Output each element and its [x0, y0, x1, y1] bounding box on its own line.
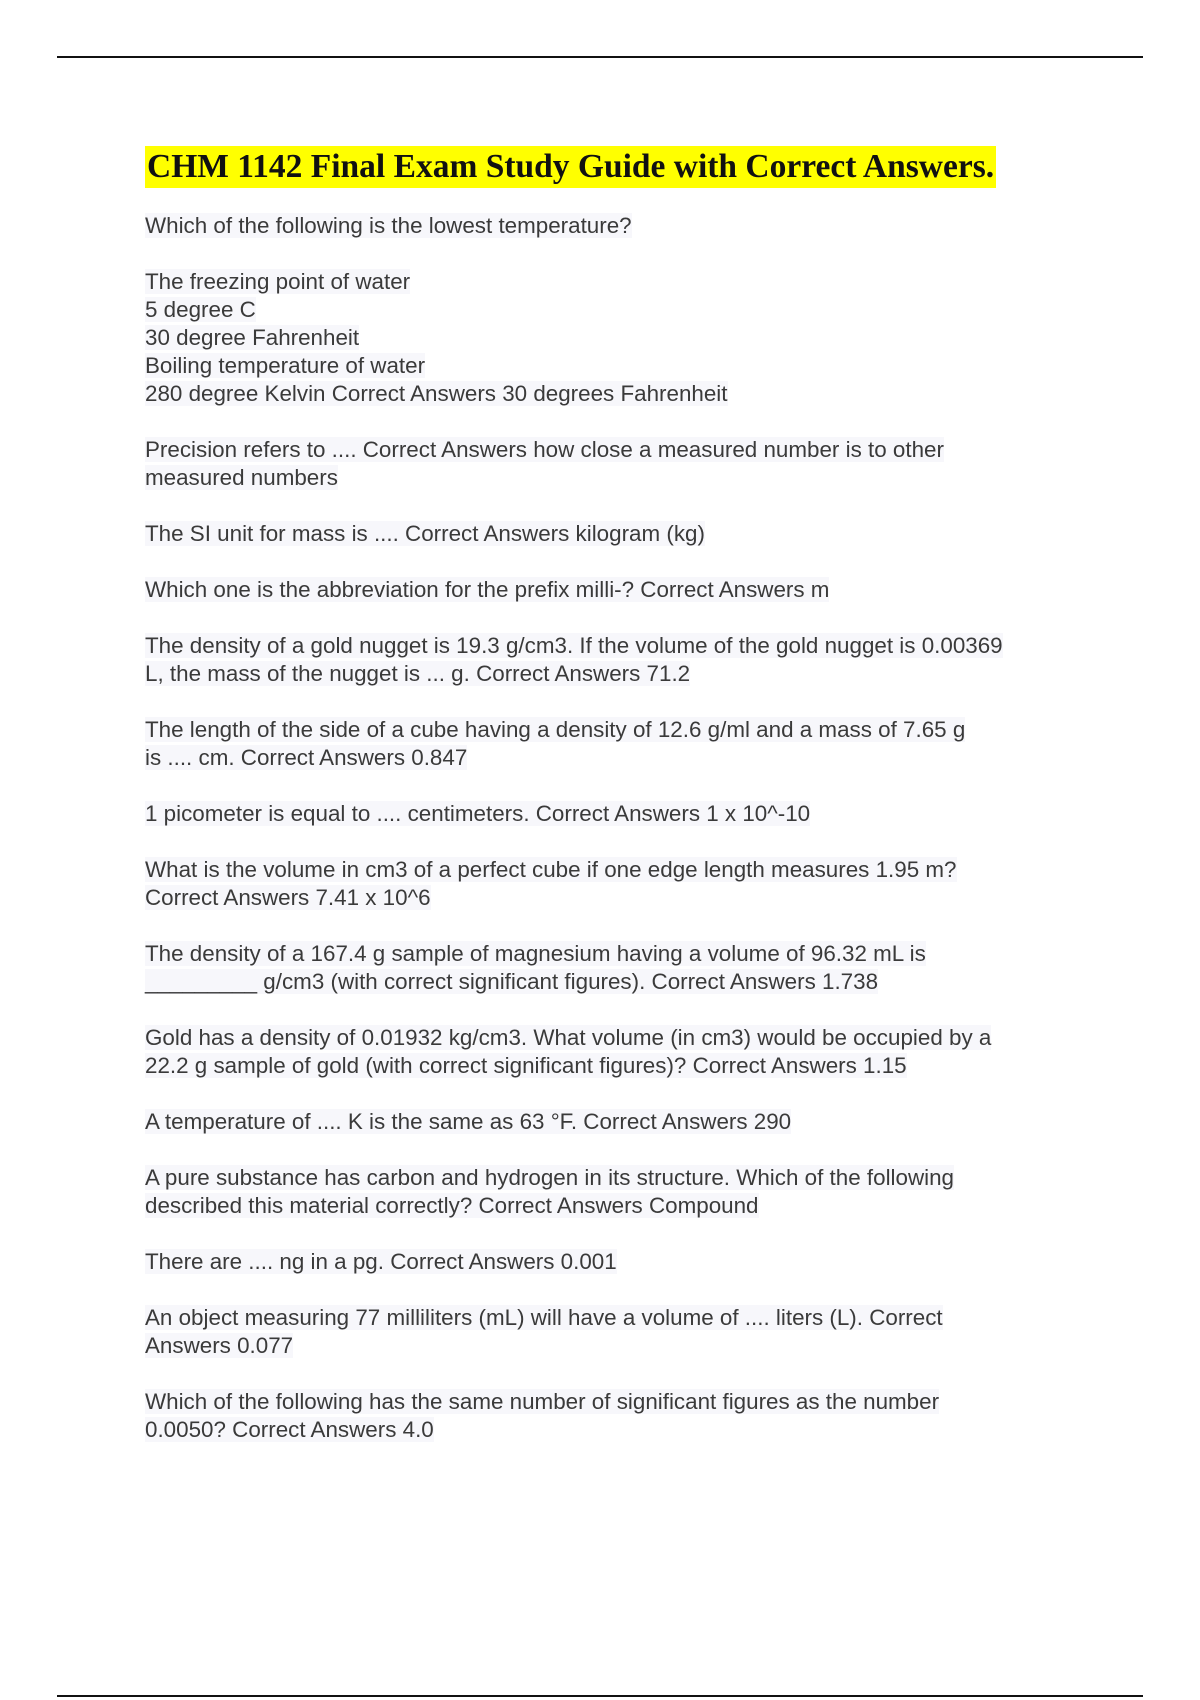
qa-line-text: Which of the following has the same number of significant figures as the number — [145, 1389, 940, 1414]
qa-line-text: 30 degree Fahrenheit — [145, 325, 360, 350]
qa-item — [145, 212, 1090, 240]
qa-list — [145, 212, 1090, 1444]
qa-line — [145, 884, 1090, 912]
document-body — [145, 146, 1090, 1472]
qa-line — [145, 268, 1090, 296]
qa-line — [145, 660, 1090, 688]
qa-line-text: _________ g/cm3 (with correct significant figures). Correct Answers 1.738 — [145, 969, 879, 994]
qa-line — [145, 800, 1090, 828]
qa-line — [145, 1108, 1090, 1136]
qa-line-text: Correct Answers 7.41 x 10^6 — [145, 885, 431, 910]
qa-line — [145, 324, 1090, 352]
qa-line-text: Which of the following is the lowest temperature? — [145, 213, 632, 238]
qa-line-text: 280 degree Kelvin Correct Answers 30 degrees Fahrenheit — [145, 381, 728, 406]
qa-line — [145, 968, 1090, 996]
qa-line — [145, 1192, 1090, 1220]
qa-line-text: The length of the side of a cube having a density of 12.6 g/ml and a mass of 7.65 g — [145, 717, 966, 742]
qa-line — [145, 1024, 1090, 1052]
qa-item — [145, 1248, 1090, 1276]
qa-line — [145, 464, 1090, 492]
document-title: CHM 1142 Final Exam Study Guide with Correct Answers. — [145, 146, 996, 188]
qa-line-text: 0.0050? Correct Answers 4.0 — [145, 1417, 434, 1442]
qa-line — [145, 1248, 1090, 1276]
qa-item — [145, 268, 1090, 408]
qa-line — [145, 520, 1090, 548]
qa-line-text: 22.2 g sample of gold (with correct significant figures)? Correct Answers 1.15 — [145, 1053, 907, 1078]
qa-line-text: measured numbers — [145, 465, 338, 490]
qa-line — [145, 744, 1090, 772]
qa-line — [145, 856, 1090, 884]
qa-line-text: The density of a gold nugget is 19.3 g/cm3. If the volume of the gold nugget is 0.00369 — [145, 633, 1003, 658]
bottom-rule — [57, 1695, 1143, 1697]
qa-line-text: The density of a 167.4 g sample of magnesium having a volume of 96.32 mL is — [145, 941, 926, 966]
top-rule — [57, 56, 1143, 58]
qa-item — [145, 1164, 1090, 1220]
qa-line-text: Precision refers to .... Correct Answers how close a measured number is to other — [145, 437, 944, 462]
qa-line-text: Boiling temperature of water — [145, 353, 426, 378]
qa-line — [145, 436, 1090, 464]
qa-line — [145, 1164, 1090, 1192]
qa-item — [145, 1388, 1090, 1444]
qa-line — [145, 632, 1090, 660]
qa-line — [145, 380, 1090, 408]
qa-item — [145, 1108, 1090, 1136]
qa-item — [145, 436, 1090, 492]
qa-line-text: An object measuring 77 milliliters (mL) will have a volume of .... liters (L). Correct — [145, 1305, 943, 1330]
qa-item — [145, 800, 1090, 828]
qa-line-text: 5 degree C — [145, 297, 256, 322]
qa-line-text: L, the mass of the nugget is ... g. Correct Answers 71.2 — [145, 661, 691, 686]
qa-item — [145, 520, 1090, 548]
qa-line — [145, 1304, 1090, 1332]
qa-line — [145, 1052, 1090, 1080]
qa-line — [145, 1416, 1090, 1444]
qa-line-text: What is the volume in cm3 of a perfect cube if one edge length measures 1.95 m? — [145, 857, 957, 882]
qa-line — [145, 352, 1090, 380]
qa-line-text: There are .... ng in a pg. Correct Answers 0.001 — [145, 1249, 617, 1274]
qa-line-text: Gold has a density of 0.01932 kg/cm3. What volume (in cm3) would be occupied by a — [145, 1025, 992, 1050]
qa-item — [145, 940, 1090, 996]
qa-line — [145, 716, 1090, 744]
qa-item — [145, 716, 1090, 772]
qa-item — [145, 632, 1090, 688]
qa-line-text: Which one is the abbreviation for the prefix milli-? Correct Answers m — [145, 577, 830, 602]
qa-line-text: Answers 0.077 — [145, 1333, 294, 1358]
qa-item — [145, 1304, 1090, 1360]
qa-line-text: 1 picometer is equal to .... centimeters. Correct Answers 1 x 10^-10 — [145, 801, 811, 826]
qa-line — [145, 940, 1090, 968]
qa-line-text: is .... cm. Correct Answers 0.847 — [145, 745, 468, 770]
qa-line — [145, 576, 1090, 604]
qa-item — [145, 856, 1090, 912]
qa-line-text: A pure substance has carbon and hydrogen in its structure. Which of the following — [145, 1165, 955, 1190]
qa-line-text: The SI unit for mass is .... Correct Answers kilogram (kg) — [145, 521, 705, 546]
qa-line — [145, 1332, 1090, 1360]
qa-line — [145, 296, 1090, 324]
qa-line — [145, 212, 1090, 240]
qa-item — [145, 1024, 1090, 1080]
qa-item — [145, 576, 1090, 604]
qa-line-text: The freezing point of water — [145, 269, 411, 294]
qa-line-text: described this material correctly? Correct Answers Compound — [145, 1193, 759, 1218]
qa-line — [145, 1388, 1090, 1416]
qa-line-text: A temperature of .... K is the same as 63 °F. Correct Answers 290 — [145, 1109, 792, 1134]
